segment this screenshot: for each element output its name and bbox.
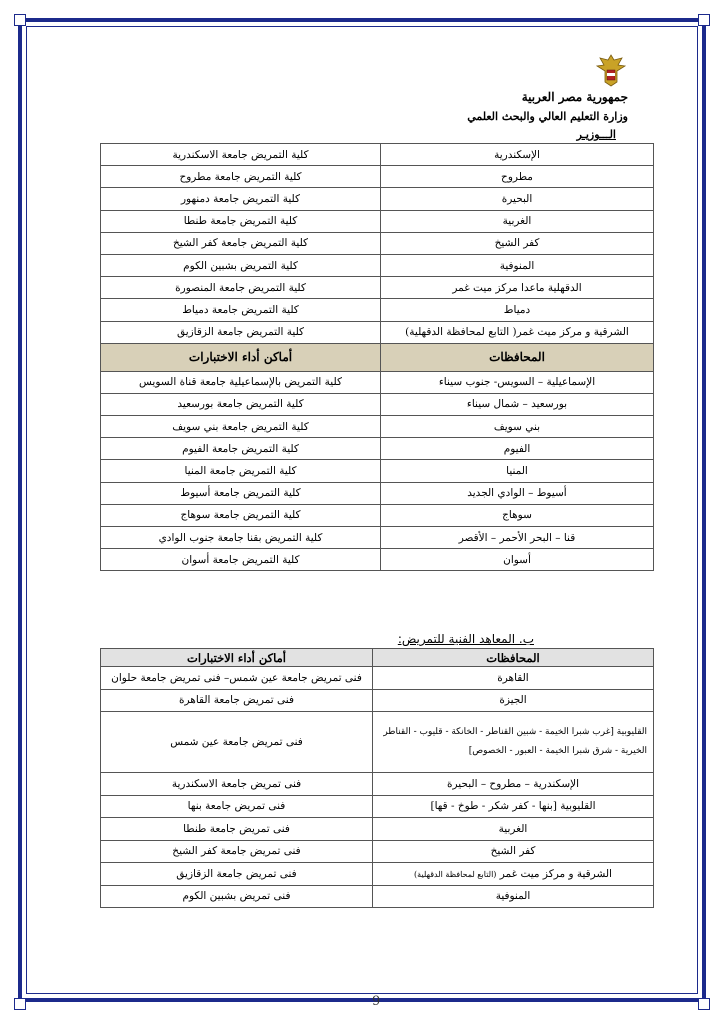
- exam-location-cell: كلية التمريض جامعة دمياط: [101, 299, 381, 321]
- governorate-text: الشرقية و مركز ميت غمر( التابع لمحافظة الدقهلية): [405, 326, 629, 339]
- header-exam-locations: أماكن أداء الاختبارات: [101, 343, 381, 371]
- exam-location-cell: فنى تمريض جامعة عين شمس– فنى تمريض جامعة حلوان: [101, 667, 373, 690]
- governorate-cell: [373, 667, 654, 690]
- table-row: [101, 885, 654, 908]
- exam-location-cell: كلية التمريض بالإسماعيلية جامعة قناة السويس: [101, 371, 381, 393]
- governorate-text: قنا – البحر الأحمر – الأقصر: [458, 531, 576, 544]
- header-governorates: [381, 343, 654, 371]
- governorate-cell: [381, 188, 654, 210]
- governorate-cell: [381, 254, 654, 276]
- governorate-cell: [381, 166, 654, 188]
- governorate-text: الغربية: [502, 215, 532, 228]
- table-row: [101, 667, 654, 690]
- governorate-cell: [381, 144, 654, 166]
- exam-location-cell: كلية التمريض جامعة بني سويف: [101, 416, 381, 438]
- page-number: 9: [372, 994, 381, 1009]
- table-row: [101, 371, 654, 393]
- governorate-text: المنوفية: [495, 890, 531, 903]
- governorate-text: الجيزة: [499, 694, 527, 707]
- table-row: [101, 393, 654, 415]
- governorate-cell: [381, 482, 654, 504]
- border-corner: [14, 14, 26, 26]
- governorate-cell: [381, 438, 654, 460]
- governorate-text: كفر الشيخ: [490, 845, 536, 858]
- governorate-text: المنوفية: [499, 259, 535, 272]
- section-title: ب. المعاهد الفنية للتمريض:: [397, 632, 534, 646]
- governorate-text: سوهاج: [502, 509, 532, 522]
- exam-location-cell: كلية التمريض جامعة أسوان: [101, 549, 381, 571]
- governorate-text: المحافظات: [489, 350, 545, 365]
- table-row: [101, 712, 654, 773]
- governorate-cell: [373, 885, 654, 908]
- governorate-cell: [381, 549, 654, 571]
- governorate-cell: [381, 371, 654, 393]
- exam-location-cell: فنى تمريض جامعة بنها: [101, 795, 373, 818]
- governorate-cell: [381, 416, 654, 438]
- governorate-text: القليوبية [بنها - كفر شكر - طوخ - قها]: [430, 800, 596, 813]
- table-row: [101, 277, 654, 299]
- table-row: [101, 482, 654, 504]
- border-corner: [698, 998, 710, 1010]
- governorate-text: البحيرة: [501, 192, 533, 205]
- exam-location-cell: كلية التمريض جامعة مطروح: [101, 166, 381, 188]
- table-row: [101, 210, 654, 232]
- exam-location-cell: فنى تمريض جامعة كفر الشيخ: [101, 840, 373, 863]
- governorate-cell: [373, 818, 654, 841]
- exam-location-cell: كلية التمريض جامعة دمنهور: [101, 188, 381, 210]
- governorate-cell: [373, 689, 654, 712]
- governorate-cell: [381, 299, 654, 321]
- governorate-text: الدقهلية ماعدا مركز ميت غمر: [452, 281, 582, 294]
- exam-location-cell: كلية التمريض بقنا جامعة جنوب الوادي: [101, 527, 381, 549]
- governorate-text: بورسعيد – شمال سيناء: [466, 398, 568, 411]
- exam-location-cell: فنى تمريض جامعة عين شمس: [101, 712, 373, 773]
- governorate-text: القليوبية [غرب شبرا الخيمة - شبين القناطر - الخانكة - قليوب - القناطر الخيرية - شرق شبرا الخيمة - العبور - الخصوص]: [383, 727, 647, 756]
- table-row: [101, 438, 654, 460]
- governorate-text: كفر الشيخ: [494, 237, 540, 250]
- governorate-cell: [381, 393, 654, 415]
- table-row: [101, 254, 654, 276]
- exam-location-cell: كلية التمريض جامعة الزقازيق: [101, 321, 381, 343]
- governorate-text: أسيوط – الوادي الجديد: [467, 487, 567, 500]
- exam-location-cell: فنى تمريض جامعة الاسكندرية: [101, 773, 373, 796]
- governorate-cell: [381, 527, 654, 549]
- header-country: جمهورية مصر العربية: [521, 90, 628, 104]
- table-row: [101, 460, 654, 482]
- table-row: [101, 188, 654, 210]
- governorate-text: الفيوم: [503, 442, 531, 455]
- exam-location-cell: كلية التمريض بشبين الكوم: [101, 254, 381, 276]
- exam-location-cell: كلية التمريض جامعة بورسعيد: [101, 393, 381, 415]
- table-header-row: [101, 343, 654, 371]
- exam-location-cell: فنى تمريض جامعة القاهرة: [101, 689, 373, 712]
- header-ministry: وزارة التعليم العالي والبحث العلمي: [467, 110, 628, 123]
- governorate-cell: [381, 460, 654, 482]
- header-governorates: [373, 649, 654, 667]
- governorate-text: المنيا: [506, 465, 528, 478]
- exam-location-cell: كلية التمريض جامعة سوهاج: [101, 504, 381, 526]
- governorate-cell: [381, 277, 654, 299]
- table-header-row: [101, 649, 654, 667]
- governorate-cell: [373, 840, 654, 863]
- governorate-cell: [373, 795, 654, 818]
- nursing-faculties-table: [100, 143, 654, 571]
- governorate-text: الغربية: [498, 822, 528, 835]
- governorate-text: القاهرة: [497, 671, 529, 684]
- table-row: [101, 549, 654, 571]
- table-row: [101, 299, 654, 321]
- nursing-institutes-table: [100, 648, 654, 908]
- governorate-note: (التابع لمحافظة الدقهلية): [414, 869, 497, 879]
- exam-location-cell: فنى تمريض جامعة الزقازيق: [101, 863, 373, 886]
- table-row: [101, 689, 654, 712]
- exam-location-cell: كلية التمريض جامعة المنيا: [101, 460, 381, 482]
- governorate-text: بني سويف: [493, 420, 541, 433]
- border-corner: [698, 14, 710, 26]
- table-row: [101, 527, 654, 549]
- table-row: [101, 166, 654, 188]
- border-corner: [14, 998, 26, 1010]
- header-minister: الـــوزيـر: [576, 128, 616, 141]
- header-exam-locations: أماكن أداء الاختبارات: [101, 649, 373, 667]
- governorate-cell: [373, 712, 654, 773]
- exam-location-cell: كلية التمريض جامعة طنطا: [101, 210, 381, 232]
- exam-location-cell: كلية التمريض جامعة الفيوم: [101, 438, 381, 460]
- exam-location-cell: كلية التمريض جامعة أسيوط: [101, 482, 381, 504]
- governorate-cell: [381, 321, 654, 343]
- exam-location-cell: كلية التمريض جامعة الاسكندرية: [101, 144, 381, 166]
- table-row: [101, 773, 654, 796]
- governorate-text: الإسماعيلية – السويس- جنوب سيناء: [438, 376, 596, 389]
- table-row: [101, 818, 654, 841]
- governorate-text: الإسكندرية – مطروح – البحيرة: [446, 777, 580, 790]
- governorate-text: دمياط: [503, 303, 531, 316]
- table-row: [101, 504, 654, 526]
- exam-location-cell: كلية التمريض جامعة كفر الشيخ: [101, 232, 381, 254]
- governorate-text: مطروح: [501, 170, 533, 183]
- exam-location-cell: فنى تمريض جامعة طنطا: [101, 818, 373, 841]
- governorate-cell: [373, 863, 654, 886]
- governorate-text: المحافظات: [486, 650, 540, 665]
- governorate-cell: [381, 232, 654, 254]
- table-row: [101, 795, 654, 818]
- table-row: [101, 321, 654, 343]
- table-row: [101, 863, 654, 886]
- exam-location-cell: كلية التمريض جامعة المنصورة: [101, 277, 381, 299]
- governorate-cell: [381, 504, 654, 526]
- table-row: [101, 840, 654, 863]
- exam-location-cell: فنى تمريض بشبين الكوم: [101, 885, 373, 908]
- governorate-text: أسوان: [503, 553, 531, 566]
- eagle-emblem-icon: [594, 52, 628, 88]
- table-row: [101, 416, 654, 438]
- governorate-text: الإسكندرية: [494, 148, 540, 161]
- governorate-cell: [381, 210, 654, 232]
- table-row: [101, 232, 654, 254]
- governorate-cell: [373, 773, 654, 796]
- governorate-text: الشرقية و مركز ميت غمر: [499, 867, 612, 880]
- table-row: [101, 144, 654, 166]
